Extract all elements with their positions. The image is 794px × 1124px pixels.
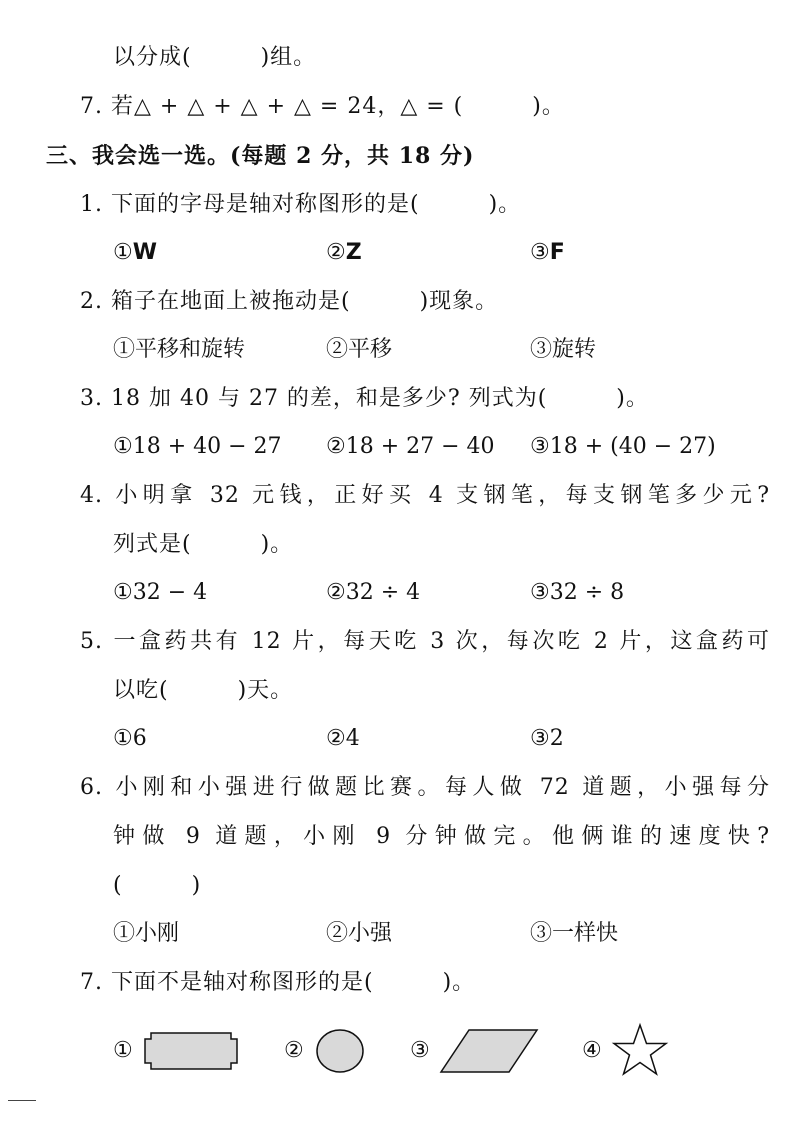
section-heading: 三、我会选一选。(每题 2 分，共 18 分)	[46, 143, 475, 169]
q4-option-1: ①32 − 4	[113, 580, 208, 605]
question-4-cont: 列式是( )。	[113, 532, 294, 557]
question-2: 2. 箱子在地面上被拖动是( )现象。	[80, 289, 499, 314]
q7-shape-parallelogram	[441, 1030, 537, 1072]
question-6: 6. 小刚和小强进行做题比赛。每人做 72 道题，小强每分	[80, 775, 770, 800]
q6-option-1: ①小刚	[113, 921, 180, 946]
parallelogram-shape	[441, 1030, 537, 1072]
q1-option-2-mark: ②	[326, 240, 346, 265]
q1-option-2	[326, 239, 362, 267]
q3-option-2: ②18 + 27 − 40	[326, 434, 495, 459]
q5-option-2: ②4	[326, 726, 360, 751]
q1-option-1-mark: ①	[113, 240, 133, 265]
q1-option-1	[113, 239, 157, 267]
q7-option-1-mark: ①	[113, 1038, 133, 1063]
q7-option-3-mark: ③	[410, 1038, 430, 1063]
q5-option-3: ③2	[530, 726, 564, 751]
notched-rectangle-shape	[145, 1033, 237, 1069]
question-4: 4. 小明拿 32 元钱，正好买 4 支钢笔，每支钢笔多少元?	[80, 483, 770, 508]
q1-option-2-letter: Z	[345, 240, 362, 265]
q7-shape-circle	[316, 1029, 364, 1073]
line-continuation: 以分成( )组。	[113, 45, 317, 70]
q3-option-1: ①18 + 40 − 27	[113, 434, 282, 459]
q7-option-4-mark: ④	[582, 1038, 602, 1063]
q3-option-3: ③18 + (40 − 27)	[530, 434, 716, 459]
q4-option-3: ③32 ÷ 8	[530, 580, 625, 605]
q2-option-2: ②平移	[326, 337, 393, 362]
question-7-triangle: 7. 若△ + △ + △ + △ = 24，△ = ( )。	[80, 94, 565, 119]
q2-option-3: ③旋转	[530, 337, 597, 362]
question-7: 7. 下面不是轴对称图形的是( )。	[80, 970, 476, 995]
page-edge-mark	[8, 1100, 36, 1101]
question-5-cont: 以吃( )天。	[113, 678, 294, 703]
question-3: 3. 18 加 40 与 27 的差，和是多少? 列式为( )。	[80, 386, 649, 411]
q6-option-2: ②小强	[326, 921, 393, 946]
q5-option-1: ①6	[113, 726, 147, 751]
q1-option-3-letter: F	[549, 240, 565, 265]
star-shape	[614, 1025, 666, 1074]
q1-option-1-letter: W	[132, 240, 158, 265]
q2-option-1: ①平移和旋转	[113, 337, 246, 362]
circle-shape	[317, 1030, 363, 1072]
q7-shape-star	[612, 1024, 668, 1076]
q1-option-3	[530, 239, 565, 267]
q6-option-3: ③一样快	[530, 921, 619, 946]
question-6-cont: 钟做 9 道题，小刚 9 分钟做完。他俩谁的速度快?	[113, 824, 770, 849]
question-1: 1. 下面的字母是轴对称图形的是( )。	[80, 192, 522, 217]
question-5: 5. 一盒药共有 12 片，每天吃 3 次，每次吃 2 片，这盒药可	[80, 629, 770, 654]
q1-option-3-mark: ③	[530, 240, 550, 265]
q7-shape-notched-rectangle	[145, 1033, 237, 1069]
question-6-blank: ( )	[113, 873, 202, 898]
q7-option-2-mark: ②	[284, 1038, 304, 1063]
q4-option-2: ②32 ÷ 4	[326, 580, 421, 605]
